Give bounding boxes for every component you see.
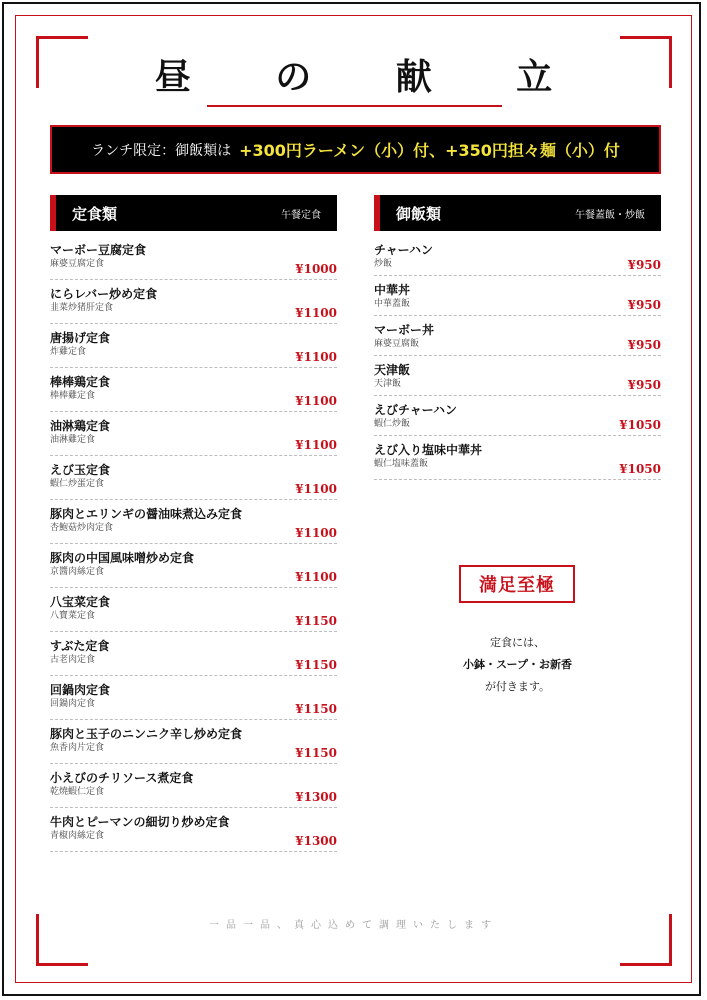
side-note-line-1: 定食には、 xyxy=(490,636,545,649)
menu-item-chinese-name: 天津飯 xyxy=(374,379,402,389)
menu-item xyxy=(50,724,337,764)
menu-item-name: えびチャーハン xyxy=(374,403,458,417)
section-title: 御飯類 xyxy=(396,204,442,223)
header-accent-bar xyxy=(50,195,56,231)
menu-item-name: 豚肉の中国風味噌炒め定食 xyxy=(50,551,195,565)
menu-item-name: 八宝菜定食 xyxy=(50,595,111,609)
menu-item-chinese-name: 麻婆豆腐飯 xyxy=(374,339,420,349)
menu-item xyxy=(374,440,661,480)
menu-item xyxy=(50,504,337,544)
menu-item-price: ¥1100 xyxy=(295,526,337,540)
menu-item-name: にらレバー炒め定食 xyxy=(50,287,158,301)
menu-item-name: 豚肉と玉子のニンニク辛し炒め定食 xyxy=(50,727,243,741)
side-note-line-2: 小鉢・スープ・お新香 xyxy=(463,658,572,671)
menu-item-price: ¥1100 xyxy=(295,350,337,364)
menu-item xyxy=(50,548,337,588)
menu-item-price: ¥1050 xyxy=(619,462,661,476)
menu-item-name: マーボー豆腐定食 xyxy=(50,243,147,257)
side-note-line-3: が付きます。 xyxy=(484,680,551,693)
rice-dish-list xyxy=(374,240,661,480)
menu-item-price: ¥1150 xyxy=(295,658,337,672)
banner-lead-text: ランチ限定：御飯類は xyxy=(91,142,232,159)
menu-item-name: 油淋鶏定食 xyxy=(50,419,111,433)
menu-item-chinese-name: 八寶菜定食 xyxy=(50,611,96,621)
lunch-banner xyxy=(50,125,661,174)
menu-item-chinese-name: 中華蓋飯 xyxy=(374,299,411,309)
menu-item-chinese-name: 炸雞定食 xyxy=(50,347,87,357)
satisfaction-stamp: 満足至極 xyxy=(459,565,575,603)
menu-item-price: ¥950 xyxy=(627,378,661,392)
menu-item-price: ¥950 xyxy=(627,258,661,272)
menu-item-name: 豚肉とエリンギの醤油味煮込み定食 xyxy=(50,507,243,521)
menu-item-price: ¥1000 xyxy=(295,262,337,276)
set-meal-list xyxy=(50,240,337,852)
menu-item-price: ¥1300 xyxy=(295,790,337,804)
menu-item xyxy=(50,416,337,456)
menu-item-price: ¥950 xyxy=(627,338,661,352)
menu-item-name: 唐揚げ定食 xyxy=(50,331,111,345)
menu-item xyxy=(50,812,337,852)
menu-item-chinese-name: 油淋雞定食 xyxy=(50,435,96,445)
menu-item xyxy=(374,320,661,356)
menu-item-chinese-name: 蝦仁炒蛋定食 xyxy=(50,479,105,489)
menu-item-chinese-name: 炒飯 xyxy=(374,259,393,269)
menu-item-name: チャーハン xyxy=(374,243,434,257)
menu-item-name: 中華丼 xyxy=(374,283,411,297)
menu-item-chinese-name: 乾燒蝦仁定食 xyxy=(50,787,105,797)
menu-item-chinese-name: 韭菜炒猪肝定食 xyxy=(50,303,114,313)
section-title: 定食類 xyxy=(72,204,118,223)
menu-item-name: えび入り塩味中華丼 xyxy=(374,443,483,457)
menu-item-price: ¥950 xyxy=(627,298,661,312)
menu-item-chinese-name: 麻婆豆腐定食 xyxy=(50,259,105,269)
menu-item xyxy=(50,460,337,500)
menu-item xyxy=(374,240,661,276)
page-title: 昼 の 献 立 xyxy=(154,56,589,98)
menu-item-price: ¥1050 xyxy=(619,418,661,432)
menu-item-price: ¥1150 xyxy=(295,614,337,628)
menu-item xyxy=(50,768,337,808)
menu-item-chinese-name: 古老肉定食 xyxy=(50,655,96,665)
menu-item xyxy=(50,636,337,676)
menu-item-name: 棒棒鶏定食 xyxy=(50,375,111,389)
menu-item-price: ¥1100 xyxy=(295,306,337,320)
section-subtitle: 午餐定食 xyxy=(281,209,321,221)
menu-item xyxy=(50,284,337,324)
header-accent-bar xyxy=(374,195,380,231)
menu-item-name: 牛肉とピーマンの細切り炒め定食 xyxy=(50,815,230,829)
menu-item xyxy=(50,372,337,412)
menu-item xyxy=(50,328,337,368)
menu-item xyxy=(374,360,661,396)
menu-item-chinese-name: 蝦仁塩味蓋飯 xyxy=(374,459,429,469)
menu-item-chinese-name: 青椒肉絲定食 xyxy=(50,831,105,841)
banner-highlight-text: +300円ラーメン（小）付、+350円担々麺（小）付 xyxy=(239,141,620,160)
menu-item-price: ¥1100 xyxy=(295,438,337,452)
menu-item-name: 回鍋肉定食 xyxy=(50,683,111,697)
rice-dish-column xyxy=(374,195,661,484)
menu-item-price: ¥1300 xyxy=(295,834,337,848)
menu-item xyxy=(50,240,337,280)
menu-item-price: ¥1100 xyxy=(295,394,337,408)
menu-item-chinese-name: 棒棒雞定食 xyxy=(50,391,96,401)
menu-item xyxy=(374,400,661,436)
menu-item-name: えび玉定食 xyxy=(50,463,111,477)
menu-item-name: 小えびのチリソース煮定食 xyxy=(50,771,194,785)
title-underline xyxy=(207,105,502,107)
menu-item-price: ¥1150 xyxy=(295,702,337,716)
menu-item-chinese-name: 京醬肉絲定食 xyxy=(50,567,105,577)
menu-item-price: ¥1100 xyxy=(295,570,337,584)
menu-item-price: ¥1100 xyxy=(295,482,337,496)
menu-item-name: 天津飯 xyxy=(374,363,411,377)
menu-item-name: すぶた定食 xyxy=(50,639,110,653)
menu-item-chinese-name: 蝦仁炒飯 xyxy=(374,419,411,429)
menu-item-chinese-name: 魚香肉片定食 xyxy=(50,743,105,753)
section-header-rice-dishes xyxy=(374,195,661,231)
menu-item xyxy=(50,680,337,720)
section-header-set-meals xyxy=(50,195,337,231)
footer-tagline: 一品一品、真心込めて調理いたします xyxy=(209,920,498,931)
section-subtitle: 午餐蓋飯・炒飯 xyxy=(575,209,645,221)
set-meal-column xyxy=(50,195,337,856)
menu-item-name: マーボー丼 xyxy=(374,323,435,337)
menu-item-price: ¥1150 xyxy=(295,746,337,760)
menu-item-chinese-name: 回鍋肉定食 xyxy=(50,699,96,709)
menu-item xyxy=(374,280,661,316)
menu-item xyxy=(50,592,337,632)
menu-item-chinese-name: 杏鮑菇炒肉定食 xyxy=(50,523,114,533)
